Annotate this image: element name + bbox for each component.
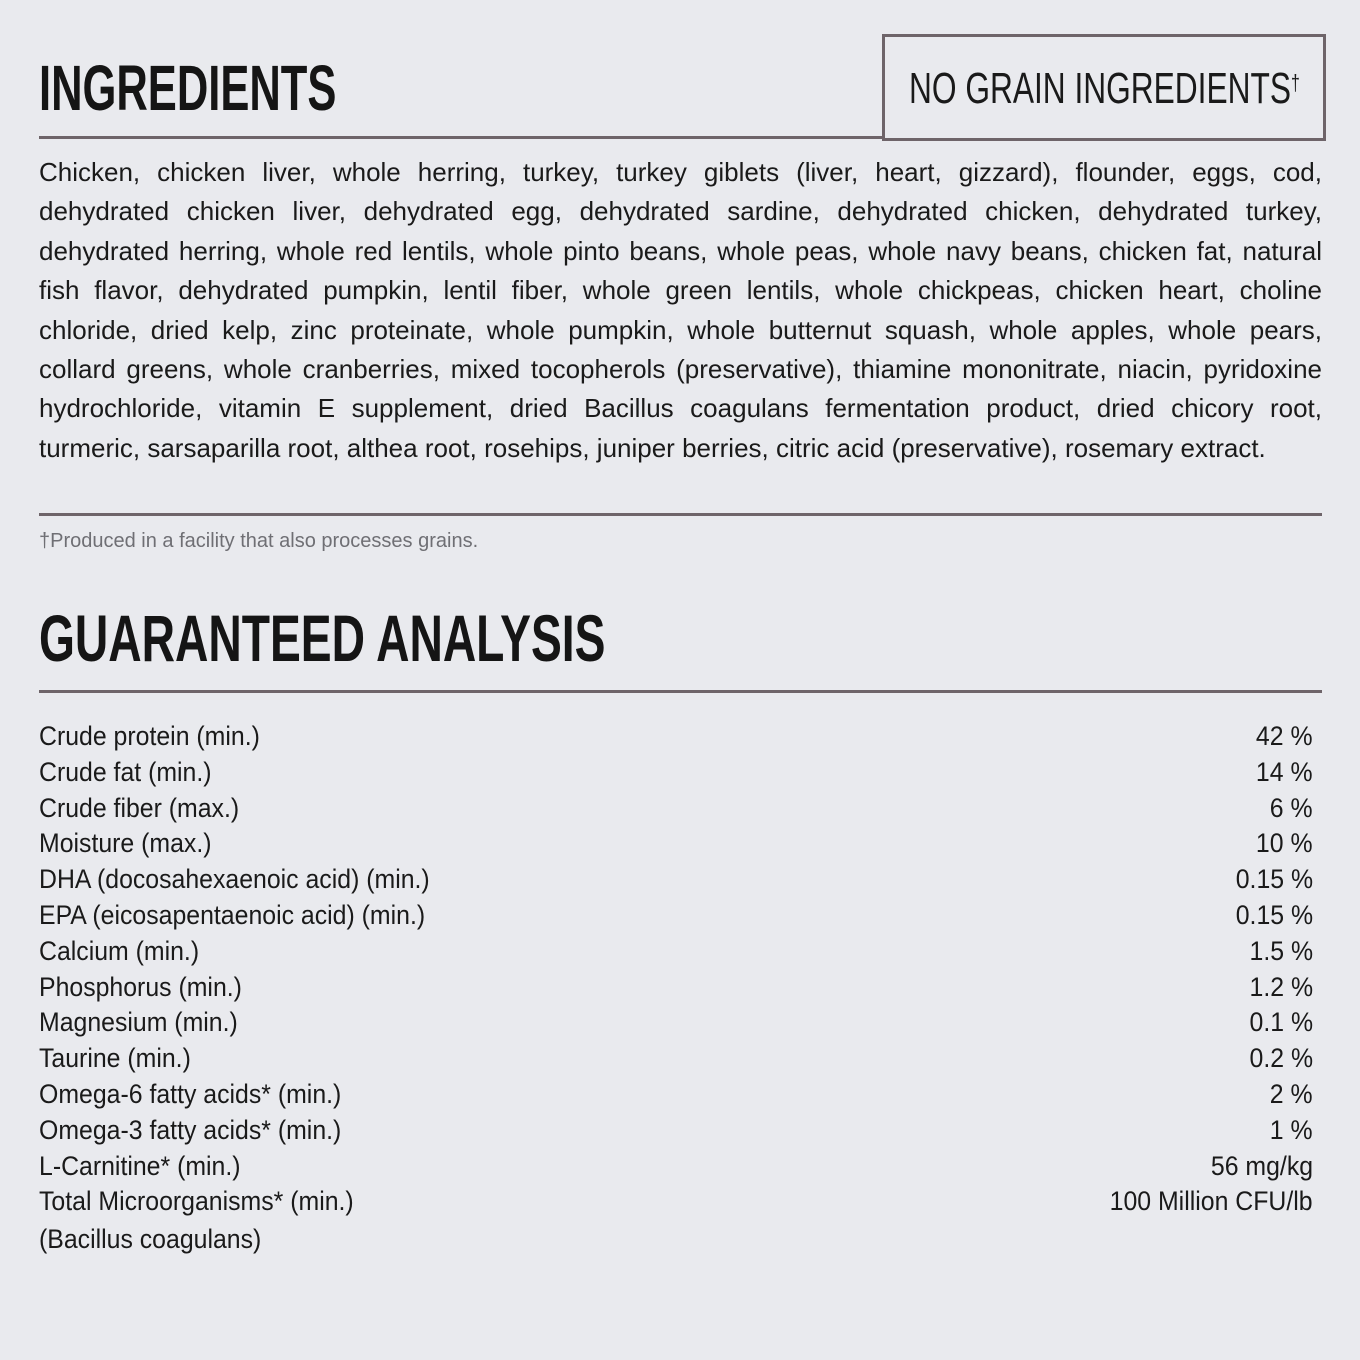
analysis-row [39, 861, 1313, 897]
analysis-nutrient-label: L-Carnitine* (min.) [39, 1150, 241, 1181]
analysis-nutrient-label: Crude fiber (max.) [39, 792, 240, 823]
analysis-nutrient-label: Phosphorus (min.) [39, 971, 242, 1002]
analysis-row [39, 825, 1313, 861]
analysis-nutrient-value: 100 Million CFU/lb [1110, 1186, 1313, 1217]
analysis-nutrient-value: 2 % [1270, 1078, 1313, 1109]
analysis-nutrient-label: Total Microorganisms* (min.) [39, 1186, 354, 1217]
analysis-nutrient-label: Omega-6 fatty acids* (min.) [39, 1078, 342, 1109]
analysis-nutrient-label: Crude protein (min.) [39, 721, 260, 751]
ingredients-header [39, 0, 1322, 140]
analysis-row [39, 754, 1313, 790]
ingredients-bottom-divider [39, 513, 1322, 516]
analysis-nutrient-value: 42 % [1256, 721, 1313, 751]
analysis-nutrient-label: EPA (eicosapentaenoic acid) (min.) [39, 899, 426, 930]
ingredients-list: Chicken, chicken liver, whole herring, turkey, turkey giblets (liver, heart, gizzard), flounder, eggs, cod, dehydrated chicken liver, dehydrated egg, dehydrated sardine, dehydrated chicken, dehydrated turkey, dehydrated herring, whole red lentils, whole pinto beans, whole peas, whole navy beans, chicken fat, natural fish flavor, dehydrated pumpkin, lentil fiber, whole green lentils, whole chickpeas, chicken heart, choline chloride, dried kelp, zinc proteinate, whole pumpkin, whole butternut squash, whole apples, whole pears, collard greens, whole cranberries, mixed tocopherols (preservative), thiamine mononitrate, niacin, pyridoxine hydrochloride, vitamin E supplement, dried Bacillus coagulans fermentation product, dried chicory root, turmeric, sarsaparilla root, althea root, rosehips, juniper berries, citric acid (preservative), rosemary extract. [39, 157, 1322, 463]
analysis-row-sublabel: (Bacillus coagulans) [39, 1224, 262, 1254]
analysis-nutrient-label: Taurine (min.) [39, 1043, 191, 1074]
analysis-row [39, 897, 1313, 933]
analysis-nutrient-value: 1.2 % [1249, 971, 1313, 1002]
dagger-mark: † [1290, 70, 1300, 95]
grain-facility-footnote: †Produced in a facility that also processes grains. [39, 530, 479, 552]
analysis-nutrient-value: 0.15 % [1235, 864, 1313, 895]
no-grain-badge [882, 34, 1326, 141]
ingredients-title-divider [39, 136, 882, 139]
analysis-nutrient-value: 0.1 % [1249, 1007, 1313, 1038]
analysis-nutrient-label: Calcium (min.) [39, 935, 200, 966]
analysis-nutrient-value: 0.2 % [1249, 1043, 1313, 1074]
analysis-row [39, 790, 1313, 826]
analysis-nutrient-value: 1 % [1270, 1114, 1313, 1145]
analysis-nutrient-label: Magnesium (min.) [39, 1007, 238, 1038]
guaranteed-analysis-title: GUARANTEED ANALYSIS [39, 601, 606, 675]
analysis-row [39, 1148, 1313, 1184]
analysis-nutrient-label: Crude fat (min.) [39, 756, 212, 787]
no-grain-badge-label [909, 63, 1300, 115]
analysis-nutrient-label: Moisture (max.) [39, 828, 212, 859]
analysis-nutrient-value: 1.5 % [1249, 935, 1313, 966]
analysis-row [39, 1183, 1313, 1219]
analysis-nutrient-value: 14 % [1256, 756, 1313, 787]
analysis-nutrient-value: 10 % [1256, 828, 1313, 859]
analysis-nutrient-value: 56 mg/kg [1210, 1150, 1313, 1181]
analysis-nutrient-label: DHA (docosahexaenoic acid) (min.) [39, 864, 430, 895]
analysis-title-divider [39, 690, 1322, 693]
no-grain-badge-text: NO GRAIN INGREDIENTS [909, 64, 1291, 113]
analysis-row [39, 718, 1313, 754]
analysis-row [39, 933, 1313, 969]
nutrition-label [39, 0, 1322, 1254]
analysis-row [39, 1112, 1313, 1148]
analysis-nutrient-value: 0.15 % [1235, 899, 1313, 930]
analysis-row [39, 969, 1313, 1005]
analysis-nutrient-label: Omega-3 fatty acids* (min.) [39, 1114, 342, 1145]
ingredients-title: INGREDIENTS [39, 52, 337, 124]
analysis-nutrient-value: 6 % [1270, 792, 1313, 823]
analysis-row [39, 1076, 1313, 1112]
analysis-row [39, 1004, 1313, 1040]
analysis-row [39, 1040, 1313, 1076]
analysis-table [39, 718, 1313, 1219]
